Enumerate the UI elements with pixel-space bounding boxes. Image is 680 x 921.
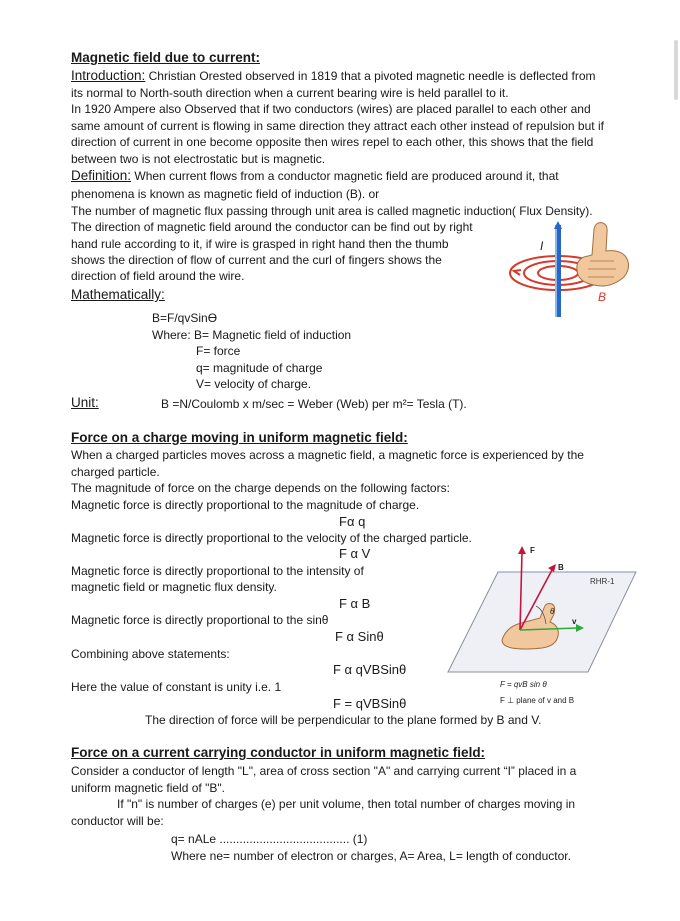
figure-label-b: B: [598, 290, 607, 304]
unit-label: Unit:: [71, 395, 99, 410]
equation-charge-count: q= nALe ....................................... (1): [171, 832, 368, 846]
conductor-line-1: Consider a conductor of length "L", area of cross section "A" and carrying current “I” placed in a: [71, 764, 577, 778]
figure-label-i: I: [540, 239, 544, 253]
definition-label: Definition:: [71, 168, 132, 183]
charge-line-10: Here the value of constant is unity i.e. 1: [71, 680, 282, 694]
where-line-1: Where: B= Magnetic field of induction: [152, 328, 352, 342]
mathematically-label: Mathematically:: [71, 287, 165, 302]
intro-label: Introduction:: [71, 68, 146, 83]
charge-line-1: When a charged particles moves across a magnetic field, a magnetic force is experienced by the: [71, 448, 584, 462]
formula-b: B=F/qvSinϴ: [152, 311, 218, 325]
charge-line-4: Magnetic force is directly proportional to the magnitude of charge.: [71, 498, 420, 512]
scrollbar[interactable]: [674, 40, 678, 100]
section-title-force-on-charge: Force on a charge moving in uniform magnetic field:: [71, 430, 408, 445]
rhr1-label-f: F: [530, 546, 535, 555]
conductor-line-2: uniform magnetic field of "B".: [71, 781, 225, 795]
ampere-line-3: direction of current in one become opposite then wires repel to each other, this shows that the field: [71, 135, 594, 149]
rhr1-figure: [440, 540, 640, 710]
ampere-line-1: In 1920 Ampere also Observed that if two conductors (wires) are placed parallel to each other and: [71, 102, 591, 116]
rhr1-label-theta: θ: [550, 607, 555, 616]
rhr1-equation: F = qvB sin θ: [500, 680, 547, 689]
definition-line-2: phenomena is known as magnetic field of induction (B). or: [71, 187, 380, 201]
charge-line-3: The magnitude of force on the charge depends on the following factors:: [71, 481, 450, 495]
force-equation: F = qVBSinθ: [333, 696, 407, 711]
intro-line-2: its normal to North-south direction when a current bearing wire is held parallel to it.: [71, 86, 509, 100]
rhr1-label: RHR-1: [590, 577, 615, 586]
right-hand-rule-wire-figure: [500, 215, 650, 320]
charge-line-9: Combining above statements:: [71, 647, 230, 661]
rhr1-label-v: v: [572, 617, 577, 626]
rhr1-perpendicular: F ⊥ plane of v and B: [500, 696, 575, 705]
proportion-v: F α V: [339, 546, 371, 561]
charge-line-7: magnetic field or magnetic flux density.: [71, 580, 277, 594]
charge-line-11: The direction of force will be perpendicular to the plane formed by B and V.: [145, 713, 542, 727]
intro-line-1: [71, 68, 596, 84]
definition-text-1: When current flows from a conductor magnetic field are produced around it, that: [131, 169, 559, 183]
definition-line-7: direction of field around the wire.: [71, 269, 245, 283]
where-line-3: q= magnitude of charge: [196, 361, 323, 375]
definition-line-1: [71, 168, 559, 184]
definition-line-3: The number of magnetic flux passing through unit area is called magnetic induction( Flux Density).: [71, 204, 593, 218]
charge-line-2: charged particle.: [71, 465, 160, 479]
conductor-line-3: If "n" is number of charges (e) per unit volume, then total number of charges moving in: [117, 797, 576, 811]
conductor-line-5: Where ne= number of electron or charges, A= Area, L= length of conductor.: [171, 849, 571, 863]
proportion-combined: F α qVBSinθ: [333, 662, 407, 677]
definition-line-4: The direction of magnetic field around the conductor can be find out by right: [71, 220, 473, 234]
charge-line-5: Magnetic force is directly proportional to the velocity of the charged particle.: [71, 531, 472, 545]
where-line-4: V= velocity of charge.: [196, 377, 312, 391]
proportion-b: F α B: [339, 596, 371, 611]
conductor-line-4: conductor will be:: [71, 814, 164, 828]
definition-line-5: hand rule according to it, if wire is grasped in right hand then the thumb: [71, 237, 449, 251]
charge-line-8: Magnetic force is directly proportional to the sinθ: [71, 613, 329, 627]
unit-value: B =N/Coulomb x m/sec = Weber (Web) per m²= Tesla (T).: [161, 397, 467, 411]
rhr1-label-b: B: [558, 563, 564, 572]
charge-line-6: Magnetic force is directly proportional to the intensity of: [71, 564, 364, 578]
section-title-magnetic-field: Magnetic field due to current:: [71, 50, 261, 65]
definition-line-6: shows the direction of flow of current and the curl of fingers shows the: [71, 253, 442, 267]
ampere-line-2: same amount of current is flowing in same direction they attract each other instead of repulsion but if: [71, 119, 604, 133]
where-line-2: F= force: [196, 344, 241, 358]
section-title-force-on-conductor: Force on a current carrying conductor in uniform magnetic field:: [71, 745, 486, 760]
proportion-q: Fα q: [339, 514, 366, 529]
ampere-line-4: between two is not electrostatic but is magnetic.: [71, 152, 326, 166]
proportion-sin: F α Sinθ: [335, 629, 384, 644]
intro-text-1: Christian Orested observed in 1819 that a pivoted magnetic needle is deflected from: [145, 69, 596, 83]
